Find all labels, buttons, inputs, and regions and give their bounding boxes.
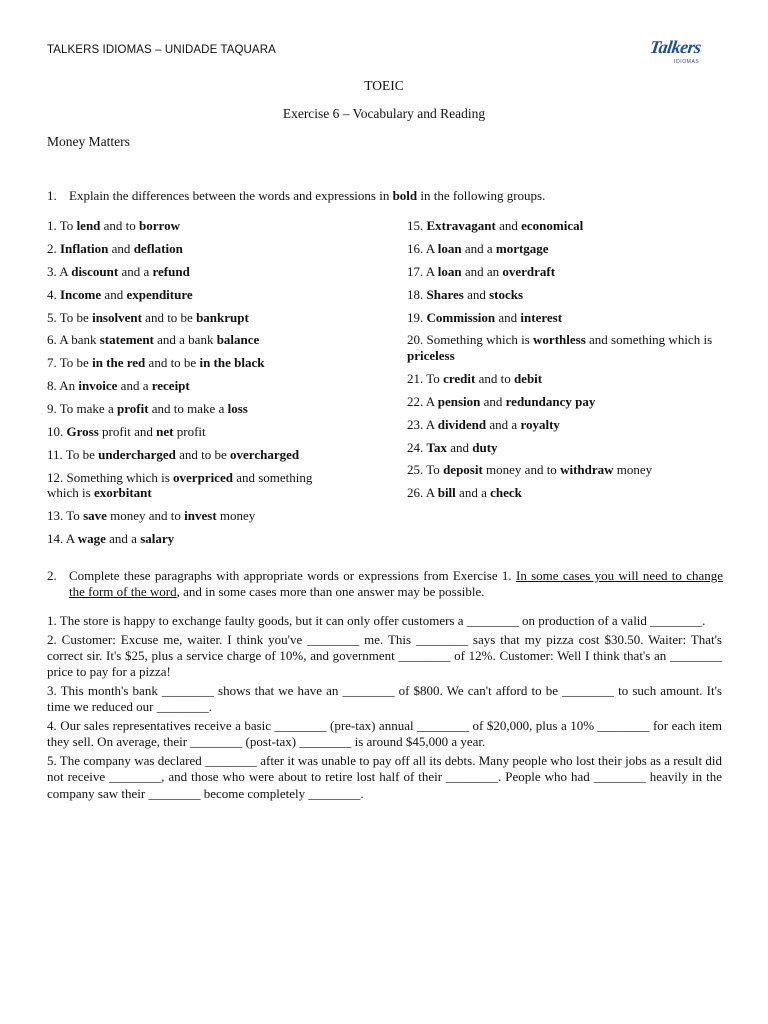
vocab-item-left-2: 2. Inflation and deflation (47, 240, 183, 256)
vocab-item-left-7: 7. To be in the red and to be in the black (47, 355, 265, 371)
vocab-item-left-1: 1. To lend and to borrow (47, 218, 180, 233)
vocab-item-left-11: 11. To be undercharged and to be overcharged (47, 446, 300, 462)
vocab-item-right-3: 17. A loan and an overdraft (407, 263, 556, 279)
vocab-item-left-10: 10. Gross profit and net profit (47, 424, 206, 440)
section-title: Money Matters (47, 134, 130, 149)
vocab-item-left-5: 5. To be insolvent and to be bankrupt (47, 309, 249, 325)
vocab-item-right-2: 16. A loan and a mortgage (407, 240, 549, 256)
exercise-1-instruction (47, 188, 723, 204)
vocab-item-right-5: 19. Commission and interest (407, 309, 563, 325)
vocab-item-left-3: 3. A discount and a refund (47, 263, 190, 279)
page-title: TOEIC (364, 78, 404, 93)
vocab-item-left-12: 12. Something which is overpriced and something which is exorbitant (47, 469, 313, 501)
vocab-item-right-6: 20. Something which is worthless and something which is priceless (407, 332, 713, 363)
vocab-item-left-6: 6. A bank statement and a bank balance (47, 332, 260, 348)
gap-fill-paragraph-1: 1. The store is happy to exchange faulty goods, but it can only offer customers a ________ on production of a valid ________. (47, 613, 706, 628)
logo-subtitle: IDIOMAS (674, 59, 700, 65)
vocab-item-right-12: 26. A bill and a check (407, 485, 522, 501)
vocab-list-left (47, 218, 347, 554)
school-header: TALKERS IDIOMAS – UNIDADE TAQUARA (47, 44, 276, 56)
exercise-2-paragraphs (47, 613, 722, 804)
exercise-1-number: 1. (47, 188, 57, 203)
vocab-item-left-4: 4. Income and expenditure (47, 286, 193, 302)
talkers-logo (648, 37, 718, 65)
gap-fill-paragraph-4: 4. Our sales representatives receive a basic ________ (pre-tax) annual ________ of $20,000, plus a 10% ________ for each item they sell. On average, their ________ (post-tax) ________ is around $45,000 a year. (47, 718, 722, 750)
exercise-2-number: 2. (47, 568, 57, 583)
gap-fill-paragraph-5: 5. The company was declared ________ after it was unable to pay off all its debts. Many people who lost their jobs as a result did not receive ________, and those who were about to retire lost half of their ________. People who had ________ heavily in the company saw their ________ become completely ________. (47, 753, 722, 801)
vocab-item-right-1: 15. Extravagant and economical (407, 218, 584, 233)
page-subtitle: Exercise 6 – Vocabulary and Reading (282, 106, 486, 121)
vocab-item-right-8: 22. A pension and redundancy pay (407, 393, 596, 409)
gap-fill-paragraph-2: 2. Customer: Excuse me, waiter. I think you've ________ me. This ________ says that my pizza cost $30.50. Waiter: That's correct sir. It's $25, plus a service charge of 10%, and government ________ of 12%. Customer: Well I think that's an ________ price to pay for a pizza! (47, 631, 722, 680)
vocab-item-right-11: 25. To deposit money and to withdraw money (407, 462, 653, 478)
vocab-item-left-13: 13. To save money and to invest money (47, 508, 256, 524)
exercise-2-text: Complete these paragraphs with appropriate words or expressions from Exercise 1. In some cases you will need to change the form of the word, and in some cases more than one answer may be possible. (69, 568, 724, 599)
vocab-item-left-14: 14. A wage and a salary (47, 531, 175, 547)
exercise-1-text: Explain the differences between the words and expressions in bold in the following groups. (69, 188, 546, 203)
logo-wordmark: Talkers (648, 37, 703, 57)
gap-fill-paragraph-3: 3. This month's bank ________ shows that we have an ________ of $800. We can't afford to be ________ to such amount. It's time we reduced our ________. (47, 683, 722, 715)
vocab-list-right (407, 218, 727, 508)
vocab-item-right-9: 23. A dividend and a royalty (407, 416, 560, 432)
vocab-item-left-9: 9. To make a profit and to make a loss (47, 401, 248, 417)
vocab-item-right-4: 18. Shares and stocks (407, 286, 524, 302)
vocab-item-right-7: 21. To credit and to debit (407, 370, 543, 386)
exercise-2-instruction (47, 568, 723, 599)
vocab-item-left-8: 8. An invoice and a receipt (47, 378, 190, 394)
vocab-item-right-10: 24. Tax and duty (407, 439, 498, 455)
